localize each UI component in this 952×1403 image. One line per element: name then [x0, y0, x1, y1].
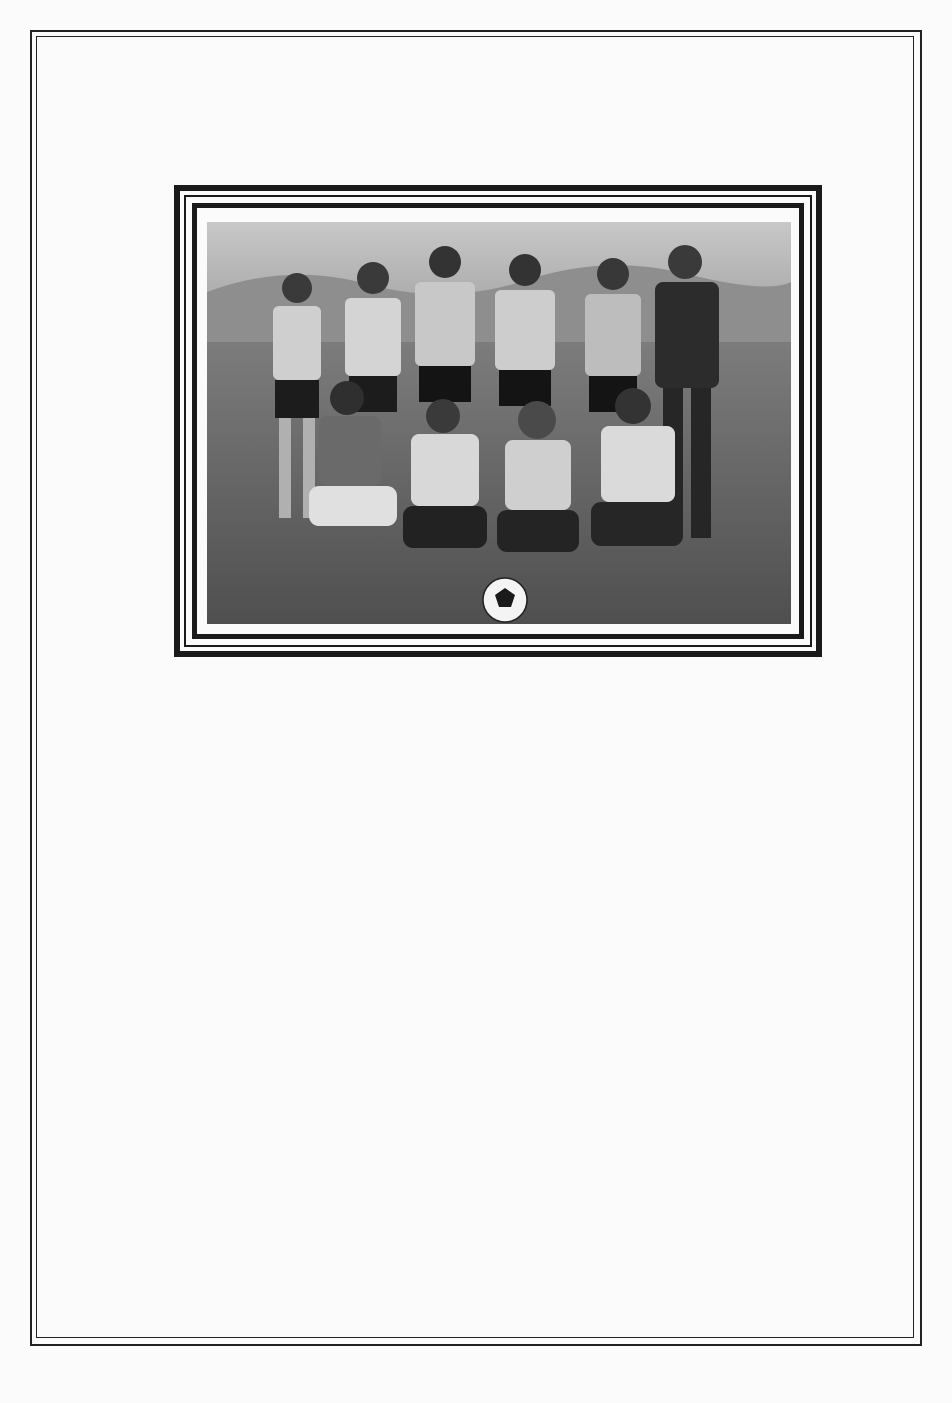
ornament-column-left — [95, 176, 155, 660]
soccer-ball-icon — [483, 578, 527, 622]
border-left-pattern — [0, 0, 30, 1376]
border-bottom-pattern — [0, 1346, 952, 1376]
ornament-column-right — [833, 176, 893, 660]
border-top-pattern — [0, 0, 952, 30]
border-right-pattern — [922, 0, 952, 1376]
team-photo-illustration — [207, 222, 791, 624]
team-photo — [207, 222, 791, 624]
